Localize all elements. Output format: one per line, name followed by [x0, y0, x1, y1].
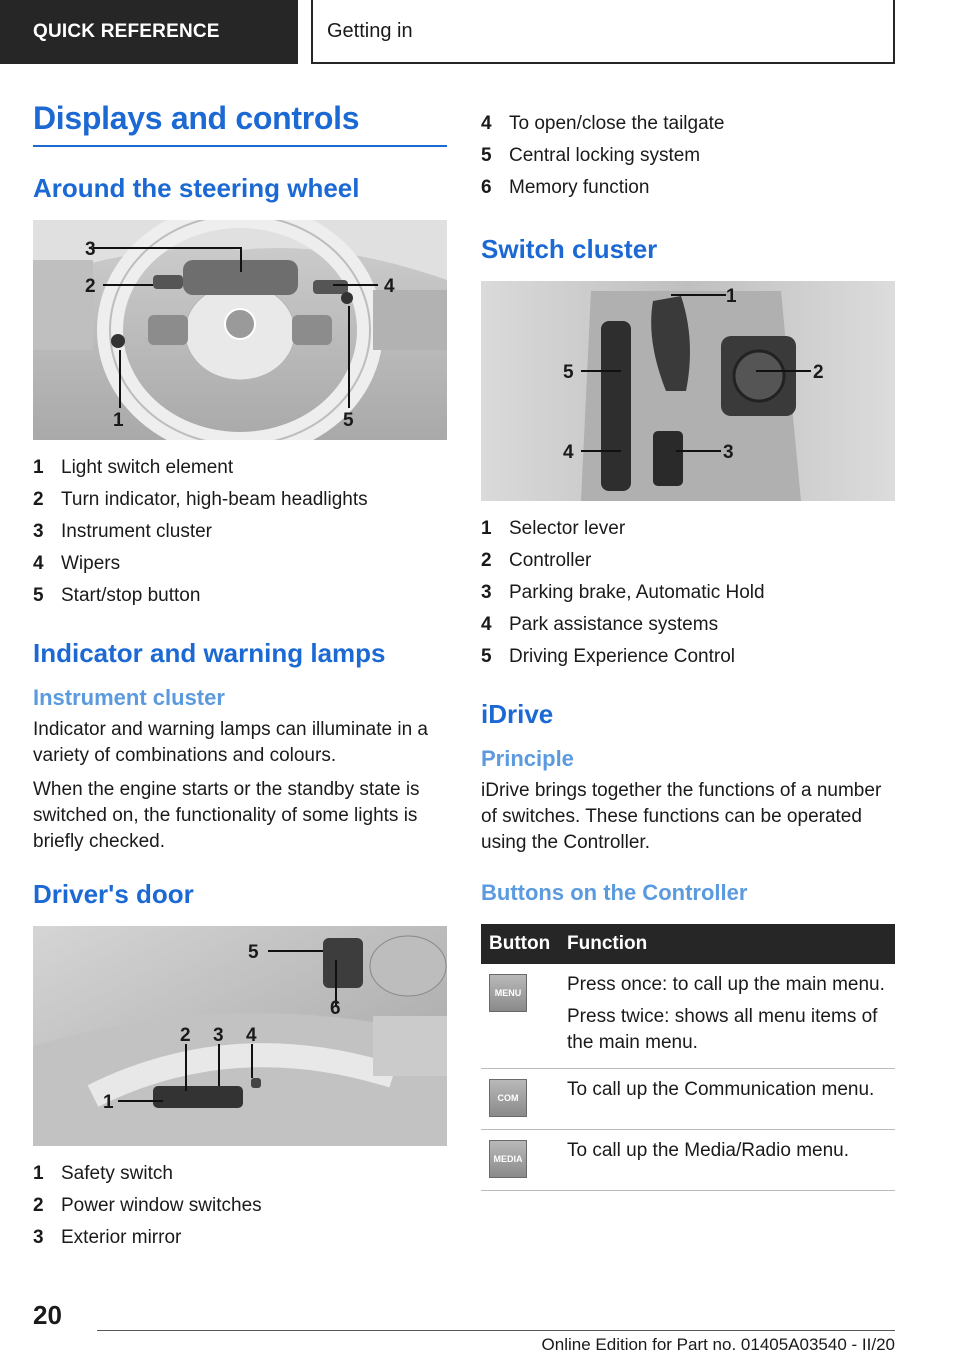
com-button-icon: COM — [489, 1079, 527, 1117]
list-item: 2 Controller — [481, 550, 592, 571]
function-text: To call up the Communication menu. — [567, 1079, 875, 1100]
switch-callout-3: 3 — [723, 442, 734, 463]
list-item: 4 To open/close the tailgate — [481, 113, 725, 134]
page-title: Displays and controls — [33, 100, 447, 147]
steering-heading: Around the steering wheel — [33, 173, 360, 203]
lamps-heading: Indicator and warning lamps — [33, 638, 386, 668]
list-item: 5 Driving Experience Control — [481, 646, 735, 667]
table-row — [481, 964, 895, 1069]
steering-callout-2: 2 — [85, 276, 96, 297]
list-item: 3 Instrument cluster — [33, 521, 212, 542]
drivers-door-image — [33, 926, 447, 1146]
door-list-right — [481, 108, 895, 204]
left-column — [33, 100, 447, 1280]
idrive-subheading: Principle — [481, 746, 574, 771]
section-title: Getting in — [311, 0, 895, 64]
media-button-icon: MEDIA — [489, 1140, 527, 1178]
steering-callout-1: 1 — [113, 410, 124, 431]
steering-list — [33, 452, 447, 612]
steering-wheel-image — [33, 220, 447, 440]
page-number: 20 — [33, 1300, 62, 1330]
list-item: 1 Safety switch — [33, 1163, 173, 1184]
list-item: 5 Central locking system — [481, 145, 701, 166]
steering-callout-4: 4 — [384, 276, 395, 297]
function-text: To call up the Media/Radio menu. — [567, 1140, 849, 1161]
list-item: 4 Park assistance systems — [481, 614, 719, 635]
door-callout-4: 4 — [246, 1025, 257, 1046]
door-list-left — [33, 1158, 447, 1254]
table-row — [481, 1130, 895, 1191]
door-callout-3: 3 — [213, 1025, 224, 1046]
switch-callout-4: 4 — [563, 442, 574, 463]
list-item: 3 Parking brake, Automatic Hold — [481, 582, 765, 603]
list-item: 2 Power window switches — [33, 1195, 262, 1216]
steering-callout-3: 3 — [85, 239, 96, 260]
door-callout-5: 5 — [248, 942, 259, 963]
table-row — [481, 1069, 895, 1130]
column-header-function: Function — [559, 924, 895, 964]
function-text: Press twice: shows all menu items of the main menu. — [567, 1006, 878, 1053]
switch-list — [481, 513, 895, 673]
menu-button-icon: MENU — [489, 974, 527, 1012]
switch-heading: Switch cluster — [481, 234, 658, 264]
list-item: 6 Memory function — [481, 177, 650, 198]
door-callout-2: 2 — [180, 1025, 191, 1046]
function-text: Press once: to call up the main menu. — [567, 974, 885, 995]
switch-cluster-image — [481, 281, 895, 501]
door-callout-6: 6 — [330, 998, 341, 1019]
steering-callout-5: 5 — [343, 410, 354, 431]
door-heading: Driver's door — [33, 879, 194, 909]
list-item: 1 Selector lever — [481, 518, 626, 539]
idrive-paragraph: iDrive brings together the functions of a number of switches. These functions can be operated using the Controller. — [481, 780, 882, 853]
list-item: 5 Start/stop button — [33, 585, 201, 606]
switch-callout-1: 1 — [726, 286, 737, 307]
idrive-heading: iDrive — [481, 699, 554, 729]
list-item: 1 Light switch element — [33, 457, 234, 478]
switch-callout-5: 5 — [563, 362, 574, 383]
lamps-subheading: Instrument cluster — [33, 685, 225, 710]
door-callout-1: 1 — [103, 1092, 114, 1113]
lamps-paragraph-1: Indicator and warning lamps can illuminate in a variety of combinations and colours. — [33, 719, 428, 766]
list-item: 2 Turn indicator, high-beam headlights — [33, 489, 368, 510]
chapter-tab: QUICK REFERENCE — [0, 0, 298, 64]
list-item: 4 Wipers — [33, 553, 121, 574]
lamps-paragraph-2: When the engine starts or the standby state is switched on, the functionality of some lights is briefly checked. — [33, 779, 420, 852]
column-header-button: Button — [481, 924, 559, 964]
list-item: 3 Exterior mirror — [33, 1227, 182, 1248]
switch-callout-2: 2 — [813, 362, 824, 383]
buttons-heading: Buttons on the Controller — [481, 880, 748, 905]
footer-edition: Online Edition for Part no. 01405A03540 - II/20 — [97, 1330, 895, 1355]
right-column — [481, 108, 895, 1191]
controller-buttons-table — [481, 924, 895, 1191]
